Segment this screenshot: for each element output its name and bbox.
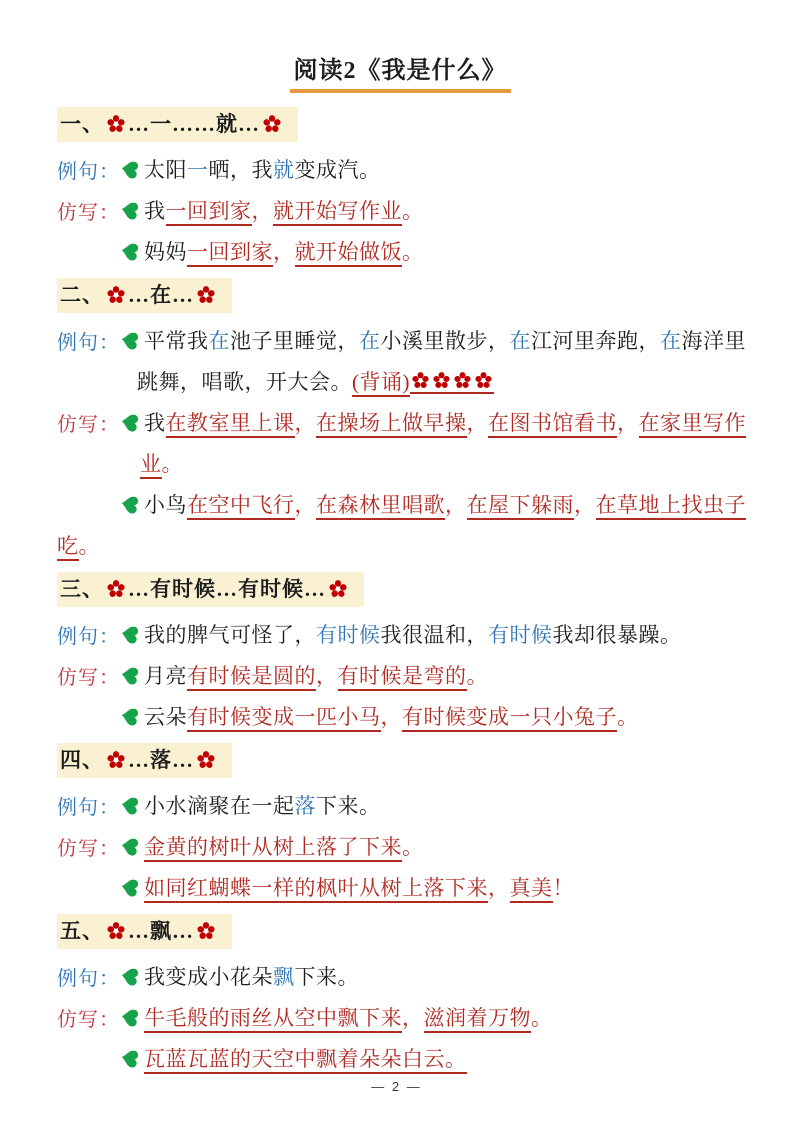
flower-icon <box>107 751 125 769</box>
text-segment: 跳舞，唱歌，开大会。 <box>137 369 352 394</box>
flower-icon <box>263 115 281 133</box>
flower-icon <box>197 286 215 304</box>
flower-icon <box>412 372 429 389</box>
heart-bullet-icon <box>121 242 141 261</box>
row-label-imitate: 仿写： <box>57 667 120 689</box>
text-segment: 小鸟 <box>144 492 187 517</box>
text-segment: ， <box>445 492 467 517</box>
sentence-row <box>57 655 743 696</box>
sentence-row <box>57 320 746 361</box>
text-segment: 业 <box>140 452 162 479</box>
text-segment: 有时候是圆的 <box>187 664 316 691</box>
section-number: 二、 <box>60 283 104 307</box>
heart-bullet-icon <box>121 666 141 685</box>
title-wrap <box>57 50 743 93</box>
text-segment: 。 <box>161 451 183 476</box>
sentence-text <box>144 1003 553 1033</box>
section-number: 五、 <box>60 919 104 943</box>
heart-bullet-icon <box>121 201 141 220</box>
flower-icon <box>107 580 125 598</box>
text-segment: 在 <box>509 328 531 353</box>
flower-group <box>410 372 494 394</box>
sentence-row <box>57 149 743 190</box>
flower-icon <box>197 751 215 769</box>
text-segment: ， <box>380 704 402 729</box>
text-segment: 下来。 <box>294 964 359 989</box>
text-segment: 我变成小花朵 <box>144 964 273 989</box>
text-segment: 小溪里散步， <box>380 328 510 353</box>
sentence-row <box>57 1038 743 1079</box>
text-segment: 在操场上做早操 <box>316 411 467 438</box>
text-segment: 在空中飞行 <box>187 493 295 520</box>
sentence-text <box>144 490 746 520</box>
text-segment: 牛毛般的雨丝从空中飘下来 <box>144 1006 402 1033</box>
sentence-row <box>57 190 743 231</box>
flower-icon <box>433 372 450 389</box>
flower-icon <box>107 922 125 940</box>
row-label-imitate: 仿写： <box>57 202 120 224</box>
text-segment: ， <box>294 410 316 435</box>
text-segment: 池子里睡觉， <box>230 328 359 353</box>
heart-bullet-icon <box>121 837 141 856</box>
text-segment: 在家里写作 <box>639 411 747 438</box>
sentence-row <box>57 696 743 737</box>
heart-bullet-icon <box>121 707 141 726</box>
sentence-text <box>144 237 424 267</box>
text-segment: ！ <box>552 875 574 900</box>
text-segment: 海洋里 <box>681 328 746 353</box>
text-segment: 我却很暴躁。 <box>552 622 682 647</box>
text-segment: 如同红蝴蝶一样的枫叶从树上落下来 <box>144 876 488 903</box>
text-segment: 太阳 <box>144 157 187 182</box>
section-pattern: …有时候…有时候… <box>128 577 326 601</box>
heart-bullet-icon <box>121 967 141 986</box>
sentence-row <box>57 956 743 997</box>
section-header-3 <box>57 572 364 607</box>
text-segment: 。 <box>402 198 424 223</box>
section-number: 四、 <box>60 748 104 772</box>
flower-icon <box>454 372 471 389</box>
continuation-row <box>140 443 743 484</box>
text-segment: 。 <box>78 533 100 558</box>
text-segment: 在森林里唱歌 <box>316 493 445 520</box>
page-number: — 2 — <box>371 1079 422 1094</box>
section-header-5 <box>57 914 232 949</box>
text-segment: 。 <box>402 239 424 264</box>
section-header-4 <box>57 743 232 778</box>
text-segment: 在 <box>359 328 381 353</box>
heart-bullet-icon <box>121 796 141 815</box>
text-segment: ， <box>488 875 510 900</box>
section-pattern: …在… <box>128 283 194 307</box>
continuation-row <box>137 361 743 402</box>
text-segment: 吃 <box>57 534 79 561</box>
text-segment: 晒，我 <box>208 157 273 182</box>
sentence-text <box>144 155 381 185</box>
text-segment: ， <box>273 239 295 264</box>
heart-bullet-icon <box>121 1008 141 1027</box>
sentence-row <box>57 614 743 655</box>
section-header-1 <box>57 107 298 142</box>
text-segment: 瓦蓝瓦蓝的天空中飘着朵朵白云。 <box>144 1047 467 1074</box>
sentence-text <box>140 449 183 479</box>
text-segment: 有时候 <box>316 622 381 647</box>
heart-bullet-icon <box>121 413 141 432</box>
sentence-row <box>57 867 743 908</box>
row-label-example: 例句： <box>57 161 120 183</box>
section-pattern: …落… <box>128 748 194 772</box>
row-label-example: 例句： <box>57 626 120 648</box>
text-segment: 小水滴聚在一起 <box>144 793 295 818</box>
text-segment: 变成汽。 <box>294 157 381 182</box>
text-segment: ， <box>251 198 273 223</box>
sentence-text <box>144 620 682 650</box>
text-segment: 在 <box>660 328 682 353</box>
sentence-text <box>137 367 494 397</box>
text-segment: ， <box>466 410 488 435</box>
sentence-row <box>57 785 743 826</box>
sentence-text <box>144 702 639 732</box>
heart-bullet-icon <box>121 331 141 350</box>
text-segment: 滋润着万物 <box>424 1006 532 1033</box>
sections <box>57 107 746 1079</box>
sentence-text <box>144 1044 467 1074</box>
text-segment: ， <box>316 663 338 688</box>
text-segment: (背诵) <box>352 370 410 397</box>
sentence-text <box>144 873 574 903</box>
text-segment: 飘 <box>273 964 295 989</box>
flower-icon <box>107 286 125 304</box>
sentence-text <box>144 408 746 438</box>
heart-bullet-icon <box>121 878 141 897</box>
sentence-row <box>57 231 743 272</box>
row-label-example: 例句： <box>57 968 120 990</box>
flower-icon <box>329 580 347 598</box>
heart-bullet-icon <box>121 625 141 644</box>
heart-bullet-icon <box>121 495 141 514</box>
text-segment: 真美 <box>510 876 553 903</box>
text-segment: 在屋下躲雨 <box>467 493 575 520</box>
text-segment: 落 <box>294 793 316 818</box>
sentence-text <box>144 962 359 992</box>
row-label-example: 例句： <box>57 797 120 819</box>
text-segment: 下来。 <box>316 793 381 818</box>
text-segment: 平常我 <box>144 328 209 353</box>
text-segment: 我 <box>144 198 166 223</box>
text-segment: 金黄的树叶从树上落了下来 <box>144 835 402 862</box>
sentence-text <box>144 661 488 691</box>
heart-bullet-icon <box>121 160 141 179</box>
page-title: 阅读2《我是什么》 <box>290 50 511 93</box>
text-segment: 就开始做饭 <box>295 240 403 267</box>
text-segment: 云朵 <box>144 704 187 729</box>
text-segment: 。 <box>531 1005 553 1030</box>
text-segment: ， <box>402 1005 424 1030</box>
sentence-text <box>57 531 100 561</box>
heart-bullet-icon <box>121 1049 141 1068</box>
text-segment: 我很温和， <box>380 622 488 647</box>
flower-icon <box>107 115 125 133</box>
text-segment: 就 <box>273 157 295 182</box>
text-segment: 我的脾气可怪了， <box>144 622 316 647</box>
text-segment: 有时候变成一只小兔子 <box>402 705 617 732</box>
sentence-row <box>57 484 746 525</box>
section-pattern: …飘… <box>128 919 194 943</box>
text-segment: 江河里奔跑， <box>531 328 660 353</box>
sentence-text <box>144 832 424 862</box>
text-segment: 有时候 <box>488 622 553 647</box>
sentence-row <box>57 402 746 443</box>
sentence-row <box>57 997 743 1038</box>
text-segment: ， <box>294 492 316 517</box>
flower-icon <box>475 372 492 389</box>
text-segment: 一回到家 <box>187 240 273 267</box>
text-segment: 在图书馆看书 <box>488 411 617 438</box>
row-label-imitate: 仿写： <box>57 414 120 436</box>
section-number: 三、 <box>60 577 104 601</box>
row-label-imitate: 仿写： <box>57 838 120 860</box>
text-segment: 一回到家 <box>166 199 252 226</box>
row-label-imitate: 仿写： <box>57 1009 120 1031</box>
section-header-2 <box>57 278 232 313</box>
text-segment: 一 <box>187 157 209 182</box>
text-segment: ， <box>617 410 639 435</box>
text-segment: 我 <box>144 410 166 435</box>
text-segment: 妈妈 <box>144 239 187 264</box>
sentence-text <box>144 326 746 356</box>
flower-icon <box>197 922 215 940</box>
sentence-text <box>144 196 424 226</box>
text-segment: 。 <box>617 704 639 729</box>
text-segment: 在 <box>208 328 230 353</box>
text-segment: 月亮 <box>144 663 187 688</box>
sentence-text <box>144 791 381 821</box>
section-number: 一、 <box>60 112 104 136</box>
text-segment: 有时候变成一匹小马 <box>187 705 381 732</box>
text-segment: 有时候是弯的 <box>338 664 467 691</box>
text-segment: 就开始写作业 <box>273 199 402 226</box>
section-pattern: …一……就… <box>128 112 260 136</box>
text-segment: ， <box>574 492 596 517</box>
text-segment: 。 <box>466 663 488 688</box>
text-segment: 在草地上找虫子 <box>596 493 747 520</box>
sentence-row <box>57 826 743 867</box>
text-segment: 。 <box>402 834 424 859</box>
continuation-row <box>57 525 743 566</box>
text-segment: 在教室里上课 <box>166 411 295 438</box>
row-label-example: 例句： <box>57 332 120 354</box>
